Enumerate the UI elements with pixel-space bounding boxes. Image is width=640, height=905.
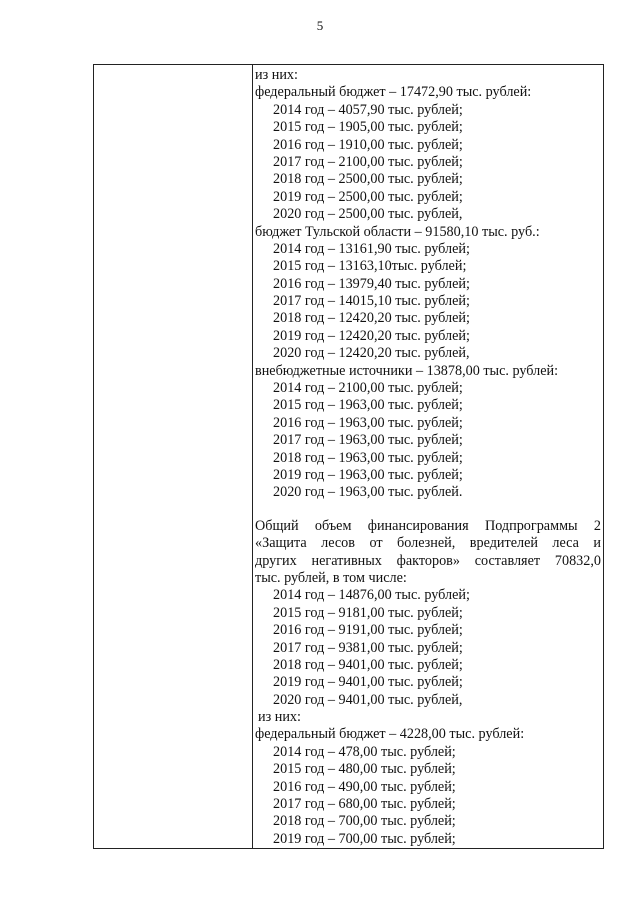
funding-line: 2016 год – 1910,00 тыс. рублей; (273, 136, 463, 153)
funding-line: 2016 год – 490,00 тыс. рублей; (273, 778, 456, 795)
funding-line: 2015 год – 1963,00 тыс. рублей; (273, 397, 463, 414)
funding-line: федеральный бюджет – 4228,00 тыс. рублей: (255, 726, 525, 743)
funding-line: федеральный бюджет – 17472,90 тыс. рублей: (255, 84, 532, 101)
funding-list-part1 (255, 67, 601, 502)
funding-line: 2018 год – 2500,00 тыс. рублей; (273, 171, 463, 188)
funding-line: 2019 год – 2500,00 тыс. рублей; (273, 188, 463, 205)
funding-line: 2018 год – 9401,00 тыс. рублей; (273, 656, 463, 673)
funding-line: 2018 год – 1963,00 тыс. рублей; (273, 449, 463, 466)
paragraph-line: тыс. рублей, в том числе: (255, 569, 407, 586)
funding-line: 2017 год – 9381,00 тыс. рублей; (273, 639, 463, 656)
funding-line: 2019 год – 1963,00 тыс. рублей; (273, 466, 463, 483)
funding-line: 2019 год – 9401,00 тыс. рублей; (273, 674, 463, 691)
funding-line: 2015 год – 13163,10тыс. рублей; (273, 258, 467, 275)
funding-line: 2018 год – 700,00 тыс. рублей; (273, 813, 456, 830)
funding-line: 2017 год – 1963,00 тыс. рублей; (273, 432, 463, 449)
funding-line: 2016 год – 13979,40 тыс. рублей; (273, 275, 470, 292)
funding-line: 2017 год – 14015,10 тыс. рублей; (273, 293, 470, 310)
column-divider (252, 65, 253, 848)
funding-line: 2016 год – 1963,00 тыс. рублей; (273, 414, 463, 431)
funding-line: 2020 год – 1963,00 тыс. рублей. (273, 484, 463, 501)
funding-line: 2015 год – 480,00 тыс. рублей; (273, 761, 456, 778)
funding-list-part2 (255, 587, 601, 848)
paragraph-line: Общий объем финансирования Подпрограммы 2 (255, 517, 601, 534)
paragraph-line: других негативных факторов» составляет 70832,0 (255, 552, 601, 569)
funding-line: 2014 год – 13161,90 тыс. рублей; (273, 240, 470, 257)
funding-line: из них: (258, 709, 301, 726)
table-right-cell (255, 67, 601, 848)
funding-line: 2014 год – 14876,00 тыс. рублей; (273, 587, 470, 604)
funding-line: 2018 год – 12420,20 тыс. рублей; (273, 310, 470, 327)
subprogram-2-paragraph (255, 518, 601, 588)
funding-line: из них: (255, 67, 298, 83)
funding-line: 2016 год – 9191,00 тыс. рублей; (273, 622, 463, 639)
funding-line: 2019 год – 12420,20 тыс. рублей; (273, 327, 470, 344)
funding-line: бюджет Тульской области – 91580,10 тыс. руб.: (255, 223, 540, 240)
funding-line: внебюджетные источники – 13878,00 тыс. рублей: (255, 362, 559, 379)
funding-line: 2014 год – 4057,90 тыс. рублей; (273, 101, 463, 118)
funding-table (93, 64, 604, 849)
funding-line: 2014 год – 478,00 тыс. рублей; (273, 743, 456, 760)
table-left-cell (94, 65, 252, 848)
page-number: 5 (316, 18, 324, 33)
funding-line: 2015 год – 1905,00 тыс. рублей; (273, 119, 463, 136)
funding-line: 2017 год – 680,00 тыс. рублей; (273, 796, 456, 813)
funding-line: 2020 год – 2500,00 тыс. рублей, (273, 206, 463, 223)
paragraph-gap (255, 502, 601, 518)
funding-line: 2020 год – 12420,20 тыс. рублей, (273, 345, 470, 362)
funding-line: 2015 год – 9181,00 тыс. рублей; (273, 604, 463, 621)
funding-line: 2020 год – 9401,00 тыс. рублей, (273, 691, 463, 708)
funding-line: 2014 год – 2100,00 тыс. рублей; (273, 380, 463, 397)
funding-line: 2017 год – 2100,00 тыс. рублей; (273, 153, 463, 170)
paragraph-line: «Защита лесов от болезней, вредителей леса и (255, 535, 601, 552)
funding-line: 2019 год – 700,00 тыс. рублей; (273, 830, 456, 847)
